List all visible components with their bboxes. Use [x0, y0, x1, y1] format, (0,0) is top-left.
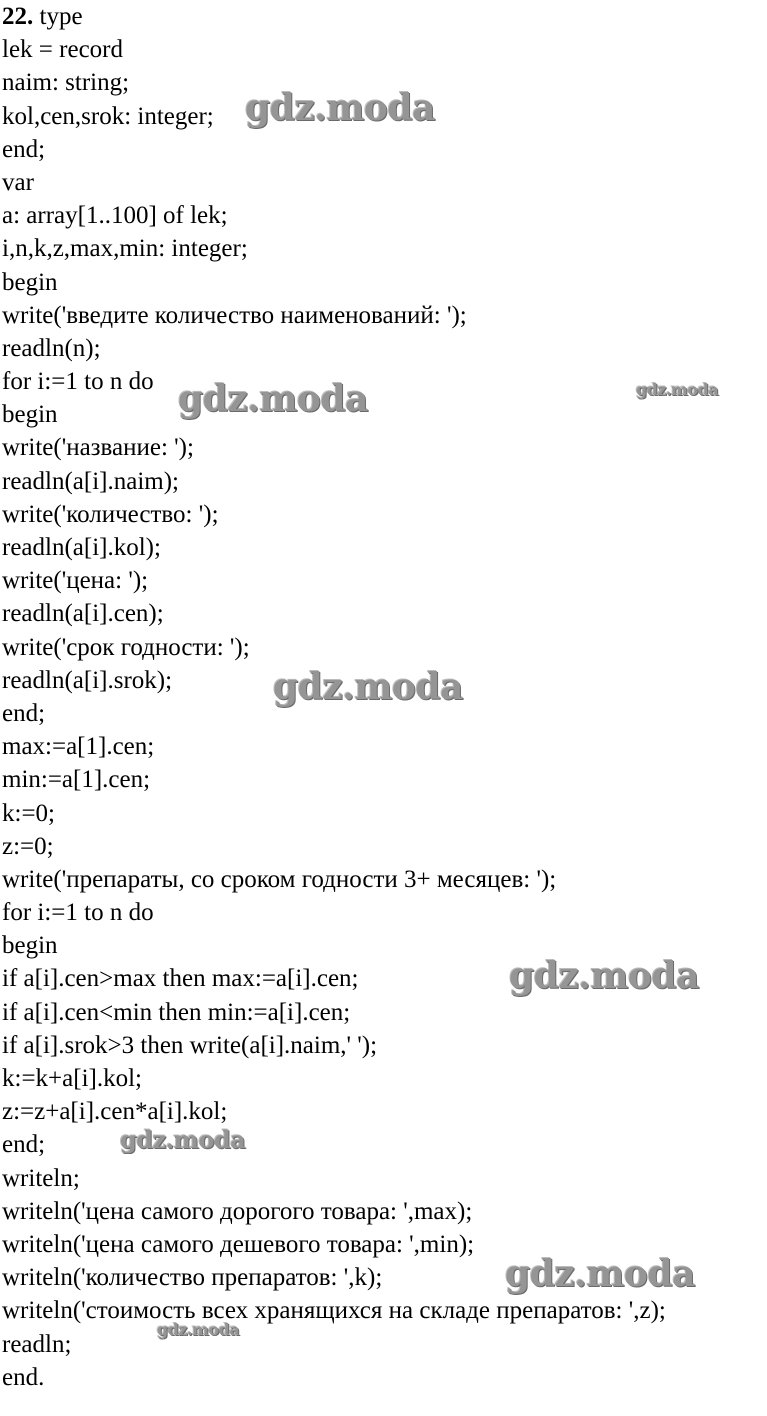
watermark-logo: gdz.moda	[505, 1253, 695, 1295]
code-line: readln(n);	[2, 334, 101, 362]
watermark-logo: gdz.moda	[157, 1320, 240, 1339]
code-line: k:=k+a[i].kol;	[2, 1065, 142, 1092]
watermark-logo: gdz.moda	[120, 1125, 246, 1154]
code-line: for i:=1 to n do	[2, 899, 154, 927]
code-line: max:=a[1].cen;	[2, 733, 155, 761]
code-line: for i:=1 to n do	[2, 368, 154, 396]
code-line: z:=z+a[i].cen*a[i].kol;	[2, 1098, 228, 1126]
watermark-logo: gdz.moda	[245, 87, 435, 129]
watermark-logo: gdz.moda	[636, 380, 719, 399]
code-line: if a[i].srok>3 then write(a[i].naim,' ');	[2, 1031, 378, 1059]
code-line: end;	[2, 135, 46, 163]
code-line: write('цена: ');	[2, 567, 149, 595]
code-line: naim: string;	[2, 69, 130, 97]
code-line: if a[i].cen>max then max:=a[i].cen;	[2, 965, 359, 993]
code-line: writeln('цена самого дорогого товара: ',max);	[2, 1197, 473, 1225]
code-line: writeln('цена самого дешевого товара: ',min);	[2, 1230, 475, 1258]
code-line: end.	[2, 1363, 45, 1391]
code-line: write('введите количество наименований: ');	[2, 301, 467, 329]
code-line: readln(a[i].srok);	[2, 666, 173, 694]
code-line: write('количество: ');	[2, 500, 219, 528]
watermark-logo: gdz.moda	[509, 955, 699, 997]
watermark-logo: gdz.moda	[178, 378, 368, 420]
code-line: begin	[2, 268, 58, 296]
code-line: writeln;	[2, 1164, 80, 1192]
code-line: write('название: ');	[2, 434, 194, 462]
code-line: kol,cen,srok: integer;	[2, 102, 214, 130]
code-line-1	[2, 0, 765, 33]
code-line: writeln('стоимость всех хранящихся на складе препаратов: ',z);	[2, 1297, 666, 1325]
code-line: lek = record	[2, 36, 123, 64]
code-line: readln(a[i].naim);	[2, 467, 179, 495]
code-line: min:=a[1].cen;	[2, 766, 151, 794]
code-line: begin	[2, 932, 58, 960]
code-line: end;	[2, 699, 46, 727]
code-line: i,n,k,z,max,min: integer;	[2, 235, 248, 263]
code-line: if a[i].cen<min then min:=a[i].cen;	[2, 998, 351, 1026]
code-line: k:=0;	[2, 799, 55, 827]
code-line: readln(a[i].kol);	[2, 534, 161, 561]
code-line: z:=0;	[2, 832, 54, 860]
code-line: readln;	[2, 1330, 72, 1358]
code-line: readln(a[i].cen);	[2, 600, 164, 628]
code-line: writeln('количество препаратов: ',k);	[2, 1264, 383, 1292]
code-line: var	[2, 168, 34, 196]
problem-number: 22.	[2, 3, 34, 30]
watermark-logo: gdz.moda	[273, 666, 463, 708]
code-text: type	[33, 3, 83, 30]
code-line: end;	[2, 1131, 46, 1159]
code-line: write('срок годности: ');	[2, 633, 250, 661]
code-line: a: array[1..100] of lek;	[2, 202, 228, 230]
code-line: write('препараты, со сроком годности 3+ месяцев: ');	[2, 865, 557, 893]
code-line: begin	[2, 401, 58, 429]
